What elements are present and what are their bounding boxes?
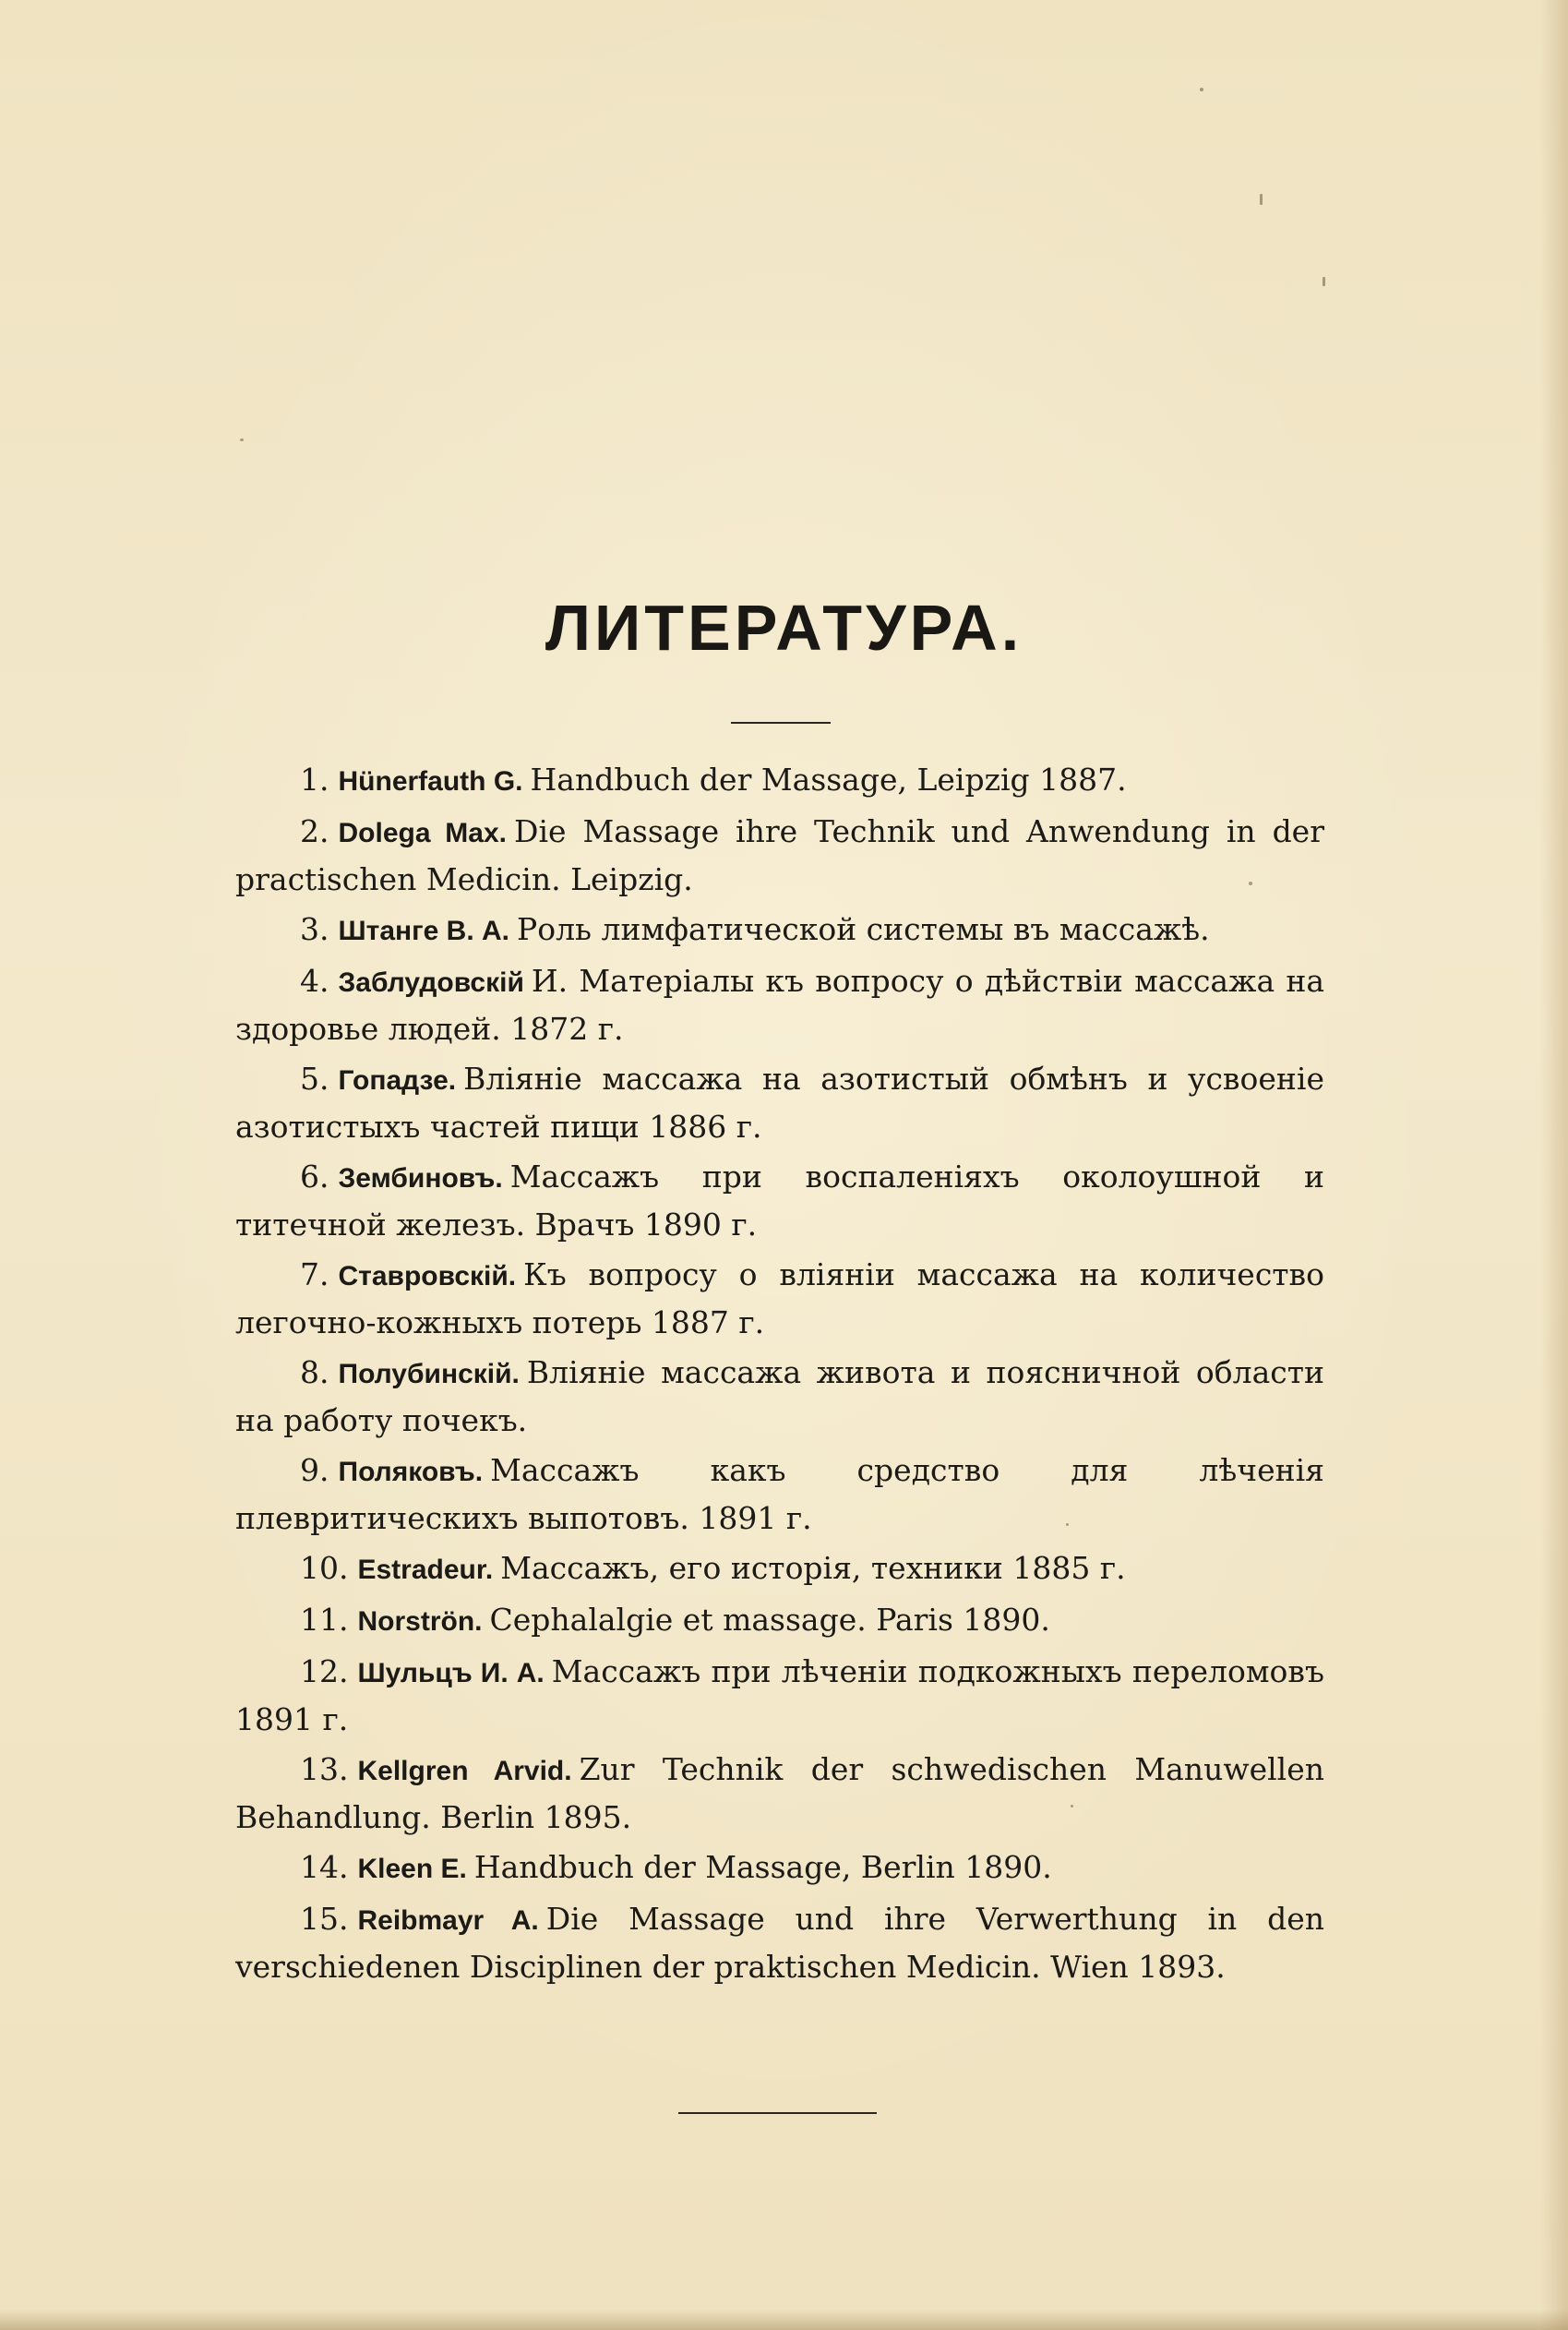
page-edge-shadow	[1540, 0, 1568, 2330]
reference-item	[235, 1896, 1324, 1990]
reference-author: Estradeur.	[357, 1555, 494, 1585]
title-divider	[731, 722, 831, 724]
reference-number: 13.	[300, 1751, 349, 1787]
reference-work: Роль лимфатической системы въ массажѣ.	[517, 911, 1210, 947]
reference-author: Заблудовскій	[338, 967, 524, 998]
reference-item	[235, 757, 1324, 805]
reference-item	[235, 1350, 1324, 1444]
reference-item	[235, 907, 1324, 955]
reference-work: Вліяніе массажа на азотистый обмѣнъ и усвоеніе азотистыхъ частей пищи 1886 г.	[235, 1061, 1324, 1145]
page-title: ЛИТЕРАТУРА.	[545, 592, 1023, 664]
reference-item	[235, 1597, 1324, 1645]
paper-speck	[1200, 88, 1203, 91]
reference-author: Hünerfauth G.	[338, 766, 523, 797]
page-bottom-shadow	[0, 2310, 1568, 2330]
reference-item	[235, 809, 1324, 903]
reference-work: Cephalalgie et massage. Paris 1890.	[489, 1602, 1050, 1638]
paper-speck	[1260, 194, 1263, 205]
reference-author: Kleen E.	[357, 1854, 467, 1884]
paper-speck	[240, 438, 244, 441]
reference-work: Массажъ, его исторія, техники 1885 г.	[500, 1550, 1126, 1586]
reference-item	[235, 1447, 1324, 1542]
reference-work: Къ вопросу о вліяніи массажа на количество легочно-кожныхъ потерь 1887 г.	[235, 1256, 1324, 1340]
reference-number: 12.	[300, 1653, 349, 1689]
reference-work: Zur Technik der schwedischen Manuwellen Behandlung. Berlin 1895.	[235, 1751, 1324, 1835]
reference-number: 2.	[300, 813, 329, 849]
reference-author: Полубинскій.	[338, 1359, 520, 1389]
reference-work: Die Massage ihre Technik und Anwendung in der practischen Medicin. Leipzig.	[235, 813, 1324, 897]
reference-item	[235, 1056, 1324, 1150]
reference-number: 1.	[300, 762, 329, 798]
reference-number: 5.	[300, 1061, 329, 1097]
reference-item	[235, 1545, 1324, 1593]
reference-number: 7.	[300, 1256, 329, 1292]
reference-author: Norströn.	[357, 1606, 483, 1637]
reference-number: 8.	[300, 1354, 329, 1390]
reference-author: Штанге В. А.	[338, 916, 509, 946]
reference-item	[235, 958, 1324, 1052]
reference-item	[235, 1649, 1324, 1743]
reference-work: Die Massage und ihre Verwerthung in den verschiedenen Disciplinen der praktischen Medicin. Wien 1893.	[235, 1901, 1325, 1985]
reference-item	[235, 1844, 1324, 1892]
reference-number: 3.	[300, 911, 329, 947]
reference-work: И. Матеріалы къ вопросу о дѣйствіи массажа на здоровье людей. 1872 г.	[235, 963, 1324, 1047]
paper-speck	[1323, 277, 1325, 286]
reference-work: Handbuch der Massage, Leipzig 1887.	[530, 762, 1127, 798]
reference-author: Поляковъ.	[338, 1457, 484, 1487]
reference-number: 9.	[300, 1452, 329, 1488]
closing-divider	[678, 2112, 877, 2114]
reference-author: Шульцъ И. А.	[357, 1658, 545, 1688]
reference-work: Массажъ при воспаленіяхъ околоушной и титечной железъ. Врачъ 1890 г.	[235, 1159, 1324, 1243]
reference-number: 11.	[300, 1602, 349, 1638]
reference-author: Reibmayr A.	[357, 1905, 539, 1936]
reference-author: Гопадзе.	[338, 1065, 457, 1096]
reference-author: Ставровскій.	[338, 1261, 517, 1291]
reference-work: Массажъ какъ средство для лѣченія плевритическихъ выпотовъ. 1891 г.	[235, 1452, 1324, 1536]
reference-number: 6.	[300, 1159, 329, 1195]
reference-number: 15.	[300, 1901, 349, 1937]
reference-number: 14.	[300, 1849, 349, 1885]
reference-item	[235, 1252, 1324, 1346]
reference-author: Зембиновъ.	[338, 1163, 503, 1194]
reference-work: Handbuch der Massage, Berlin 1890.	[473, 1849, 1052, 1885]
reference-item	[235, 1154, 1324, 1248]
reference-work: Массажъ при лѣченіи подкожныхъ переломовъ 1891 г.	[235, 1653, 1324, 1737]
reference-item	[235, 1747, 1324, 1841]
reference-number: 4.	[300, 963, 329, 999]
reference-work: Вліяніе массажа живота и поясничной области на работу почекъ.	[235, 1354, 1324, 1438]
reference-author: Dolega Max.	[338, 818, 507, 848]
reference-number: 10.	[300, 1550, 349, 1586]
reference-list	[235, 757, 1324, 1994]
reference-author: Kellgren Arvid.	[357, 1756, 572, 1786]
